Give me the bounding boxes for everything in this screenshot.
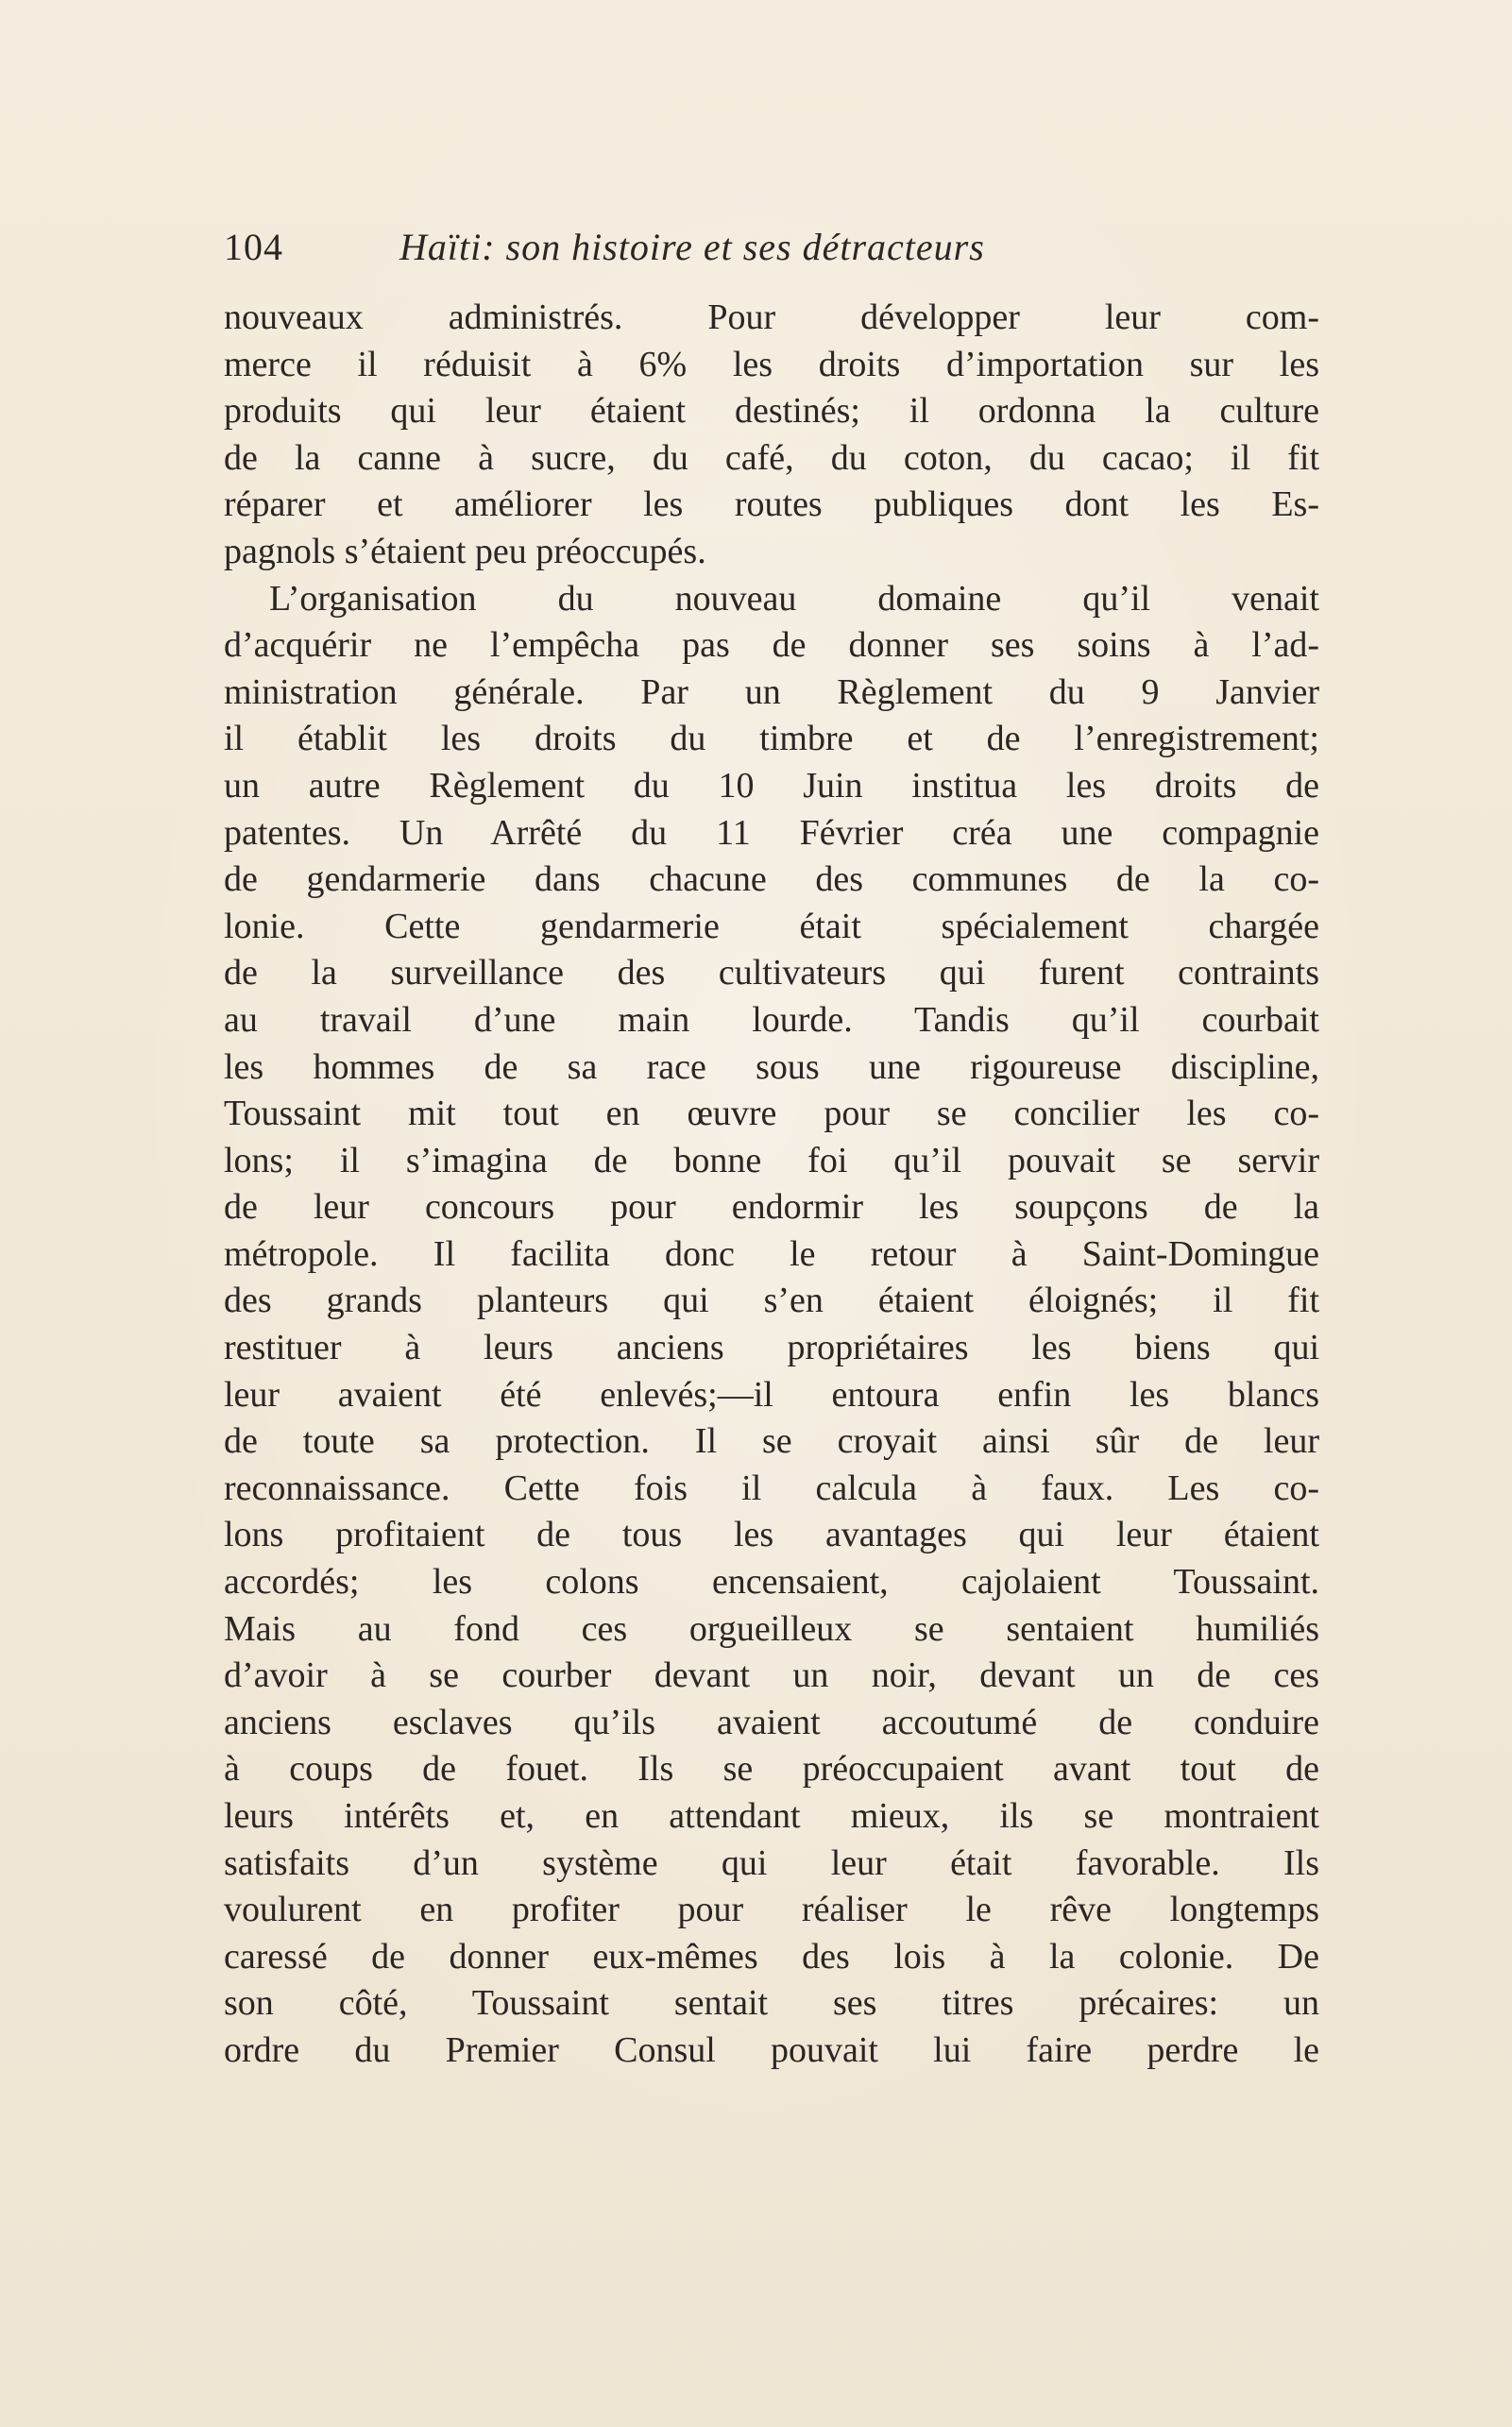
text-line: restituer à leurs anciens propriétaires les biens qui xyxy=(224,1328,1319,1368)
text-line: les hommes de sa race sous une rigoureuse discipline, xyxy=(224,1046,1319,1087)
text-line: Toussaint mit tout en œuvre pour se concilier les co- xyxy=(224,1094,1319,1134)
text-line: de gendarmerie dans chacune des communes de la co- xyxy=(224,859,1319,900)
text-line: merce il réduisit à 6% les droits d’importation sur les xyxy=(224,344,1319,384)
text-line: d’acquérir ne l’empêcha pas de donner ses soins à l’ad- xyxy=(224,625,1319,666)
text-line: produits qui leur étaient destinés; il ordonna la culture xyxy=(224,391,1319,432)
text-line: de leur concours pour endormir les soupçons de la xyxy=(224,1187,1319,1228)
text-line: nouveaux administrés. Pour développer leur com- xyxy=(224,297,1319,337)
text-line: L’organisation du nouveau domaine qu’il venait xyxy=(269,578,1319,619)
text-line: à coups de fouet. Ils se préoccupaient avant tout de xyxy=(224,1749,1319,1790)
text-line: accordés; les colons encensaient, cajolaient Toussaint. xyxy=(224,1562,1319,1603)
body-text xyxy=(224,295,1319,2075)
text-line: de la canne à sucre, du café, du coton, du cacao; il fit xyxy=(224,437,1319,478)
text-line: caressé de donner eux-mêmes des lois à la colonie. De xyxy=(224,1936,1319,1977)
text-line: reconnaissance. Cette fois il calcula à faux. Les co- xyxy=(224,1468,1319,1508)
text-line: ordre du Premier Consul pouvait lui faire perdre le xyxy=(224,2029,1319,2070)
text-line: leurs intérêts et, en attendant mieux, ils se montraient xyxy=(224,1796,1319,1836)
text-line: des grands planteurs qui s’en étaient éloignés; il fit xyxy=(224,1281,1319,1321)
text-line: réparer et améliorer les routes publiques dont les Es- xyxy=(224,484,1319,525)
text-line: de la surveillance des cultivateurs qui furent contraints xyxy=(224,953,1319,993)
running-title: Haïti: son histoire et ses détracteurs xyxy=(399,226,985,268)
text-line: ministration générale. Par un Règlement du 9 Janvier xyxy=(224,671,1319,712)
text-line: un autre Règlement du 10 Juin institua les droits de xyxy=(224,765,1319,806)
text-line: lons; il s’imagina de bonne foi qu’il pouvait se servir xyxy=(224,1140,1319,1180)
text-line: anciens esclaves qu’ils avaient accoutumé de conduire xyxy=(224,1702,1319,1742)
text-line: patentes. Un Arrêté du 11 Février créa une compagnie xyxy=(224,812,1319,853)
text-line: pagnols s’étaient peu préoccupés. xyxy=(224,531,706,571)
text-line: lons profitaient de tous les avantages qui leur étaient xyxy=(224,1515,1319,1555)
text-line: de toute sa protection. Il se croyait ainsi sûr de leur xyxy=(224,1421,1319,1462)
running-head xyxy=(224,219,1319,285)
text-line: d’avoir à se courber devant un noir, devant un de ces xyxy=(224,1655,1319,1696)
text-line: Mais au fond ces orgueilleux se sentaient humiliés xyxy=(224,1608,1319,1649)
text-line: son côté, Toussaint sentait ses titres précaires: un xyxy=(224,1983,1319,2024)
text-line: au travail d’une main lourde. Tandis qu’il courbait xyxy=(224,999,1319,1040)
text-line: métropole. Il facilita donc le retour à Saint-Domingue xyxy=(224,1233,1319,1274)
page-number: 104 xyxy=(224,226,283,268)
text-line: il établit les droits du timbre et de l’enregistrement; xyxy=(224,719,1319,759)
text-line: voulurent en profiter pour réaliser le rêve longtemps xyxy=(224,1890,1319,1930)
text-line: leur avaient été enlevés;—il entoura enfin les blancs xyxy=(224,1374,1319,1415)
page-content xyxy=(224,219,1319,2075)
text-line: satisfaits d’un système qui leur était favorable. Ils xyxy=(224,1842,1319,1883)
text-line: lonie. Cette gendarmerie était spécialement chargée xyxy=(224,906,1319,946)
